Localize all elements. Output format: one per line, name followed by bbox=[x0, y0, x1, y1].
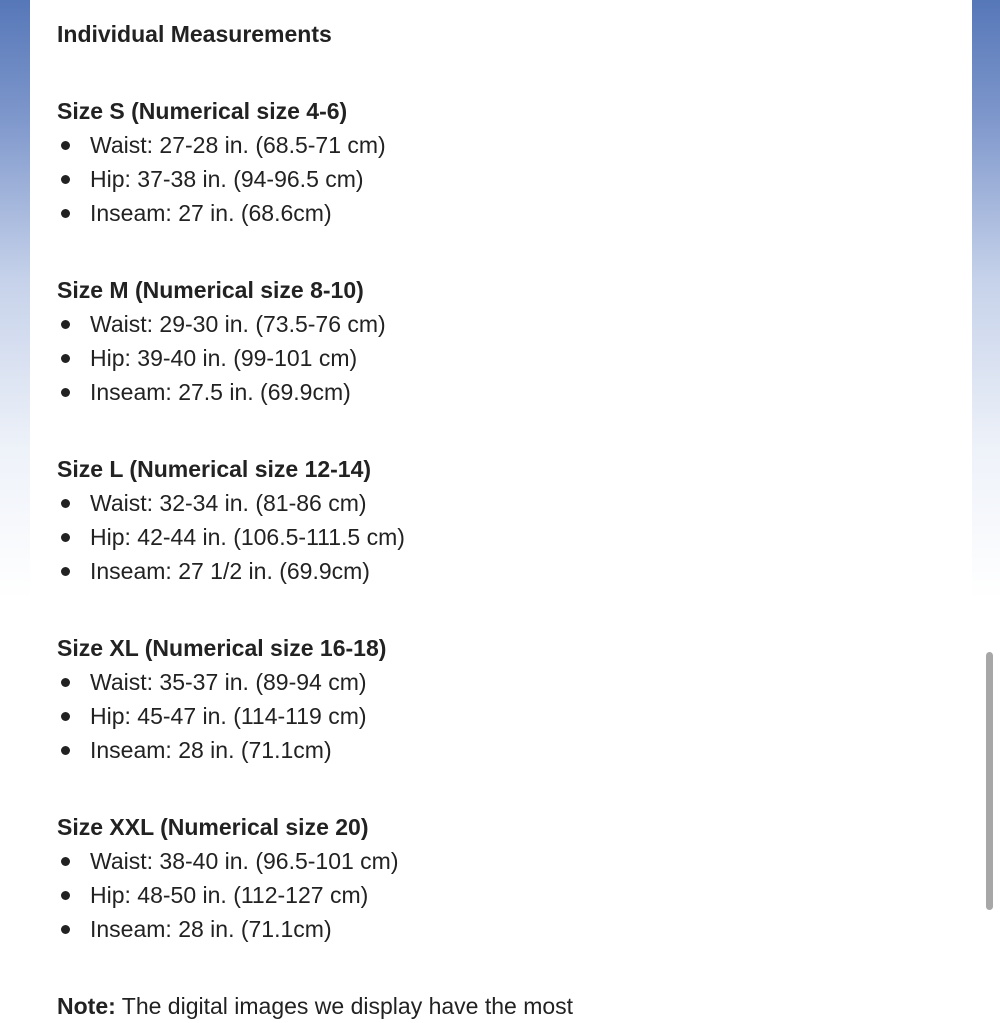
measurement-item-waist bbox=[57, 128, 937, 162]
measurement-text: Waist: 35-37 in. (89-94 cm) bbox=[90, 669, 367, 695]
bullet-icon bbox=[61, 141, 70, 150]
measurement-item-inseam bbox=[57, 196, 937, 230]
measurement-text: Waist: 27-28 in. (68.5-71 cm) bbox=[90, 132, 386, 158]
size-title: Size XL (Numerical size 16-18) bbox=[57, 635, 387, 661]
size-title: Size M (Numerical size 8-10) bbox=[57, 277, 364, 303]
measurement-item-inseam bbox=[57, 375, 937, 409]
measurement-text: Inseam: 28 in. (71.1cm) bbox=[90, 737, 332, 763]
measurement-text: Inseam: 27 in. (68.6cm) bbox=[90, 200, 332, 226]
left-background-edge bbox=[0, 0, 30, 1000]
measurement-text: Inseam: 27 1/2 in. (69.9cm) bbox=[90, 558, 370, 584]
bullet-icon bbox=[61, 320, 70, 329]
bullet-icon bbox=[61, 925, 70, 934]
measurement-text: Hip: 48-50 in. (112-127 cm) bbox=[90, 882, 369, 908]
bullet-icon bbox=[61, 746, 70, 755]
measurement-text: Waist: 32-34 in. (81-86 cm) bbox=[90, 490, 367, 516]
measurement-text: Hip: 39-40 in. (99-101 cm) bbox=[90, 345, 358, 371]
bullet-icon bbox=[61, 712, 70, 721]
size-title: Size L (Numerical size 12-14) bbox=[57, 456, 372, 482]
size-block-m bbox=[57, 273, 937, 409]
bullet-icon bbox=[61, 175, 70, 184]
measurement-text: Hip: 42-44 in. (106.5-111.5 cm) bbox=[90, 524, 405, 550]
page-heading: Individual Measurements bbox=[57, 21, 332, 47]
bullet-icon bbox=[61, 857, 70, 866]
measurement-list bbox=[57, 486, 937, 588]
size-block-xxl bbox=[57, 810, 937, 946]
measurement-item-waist bbox=[57, 307, 937, 341]
measurement-item-inseam bbox=[57, 733, 937, 767]
note-line bbox=[57, 989, 937, 1023]
size-title: Size XXL (Numerical size 20) bbox=[57, 814, 369, 840]
note-text: The digital images we display have the most bbox=[121, 993, 574, 1019]
measurement-list bbox=[57, 665, 937, 767]
bullet-icon bbox=[61, 209, 70, 218]
measurement-list bbox=[57, 307, 937, 409]
bullet-icon bbox=[61, 678, 70, 687]
measurement-item-hip bbox=[57, 520, 937, 554]
measurement-text: Hip: 37-38 in. (94-96.5 cm) bbox=[90, 166, 364, 192]
measurements-panel[interactable] bbox=[30, 0, 972, 1019]
measurement-text: Inseam: 28 in. (71.1cm) bbox=[90, 916, 332, 942]
bullet-icon bbox=[61, 567, 70, 576]
size-block-s bbox=[57, 94, 937, 230]
measurement-list bbox=[57, 844, 937, 946]
measurement-list bbox=[57, 128, 937, 230]
note-label: Note: bbox=[57, 993, 116, 1019]
measurement-item-waist bbox=[57, 844, 937, 878]
size-block-l bbox=[57, 452, 937, 588]
measurement-item-hip bbox=[57, 162, 937, 196]
measurement-item-hip bbox=[57, 341, 937, 375]
measurement-item-waist bbox=[57, 486, 937, 520]
measurement-item-hip bbox=[57, 878, 937, 912]
bullet-icon bbox=[61, 891, 70, 900]
panel-content bbox=[57, 17, 937, 1023]
size-block-xl bbox=[57, 631, 937, 767]
measurement-item-waist bbox=[57, 665, 937, 699]
bullet-icon bbox=[61, 499, 70, 508]
bullet-icon bbox=[61, 533, 70, 542]
measurement-text: Waist: 29-30 in. (73.5-76 cm) bbox=[90, 311, 386, 337]
scrollbar-thumb[interactable] bbox=[986, 652, 993, 910]
measurement-text: Inseam: 27.5 in. (69.9cm) bbox=[90, 379, 351, 405]
bullet-icon bbox=[61, 388, 70, 397]
measurement-item-hip bbox=[57, 699, 937, 733]
size-title: Size S (Numerical size 4-6) bbox=[57, 98, 348, 124]
bullet-icon bbox=[61, 354, 70, 363]
measurement-item-inseam bbox=[57, 912, 937, 946]
measurement-item-inseam bbox=[57, 554, 937, 588]
measurement-text: Hip: 45-47 in. (114-119 cm) bbox=[90, 703, 367, 729]
measurement-text: Waist: 38-40 in. (96.5-101 cm) bbox=[90, 848, 399, 874]
